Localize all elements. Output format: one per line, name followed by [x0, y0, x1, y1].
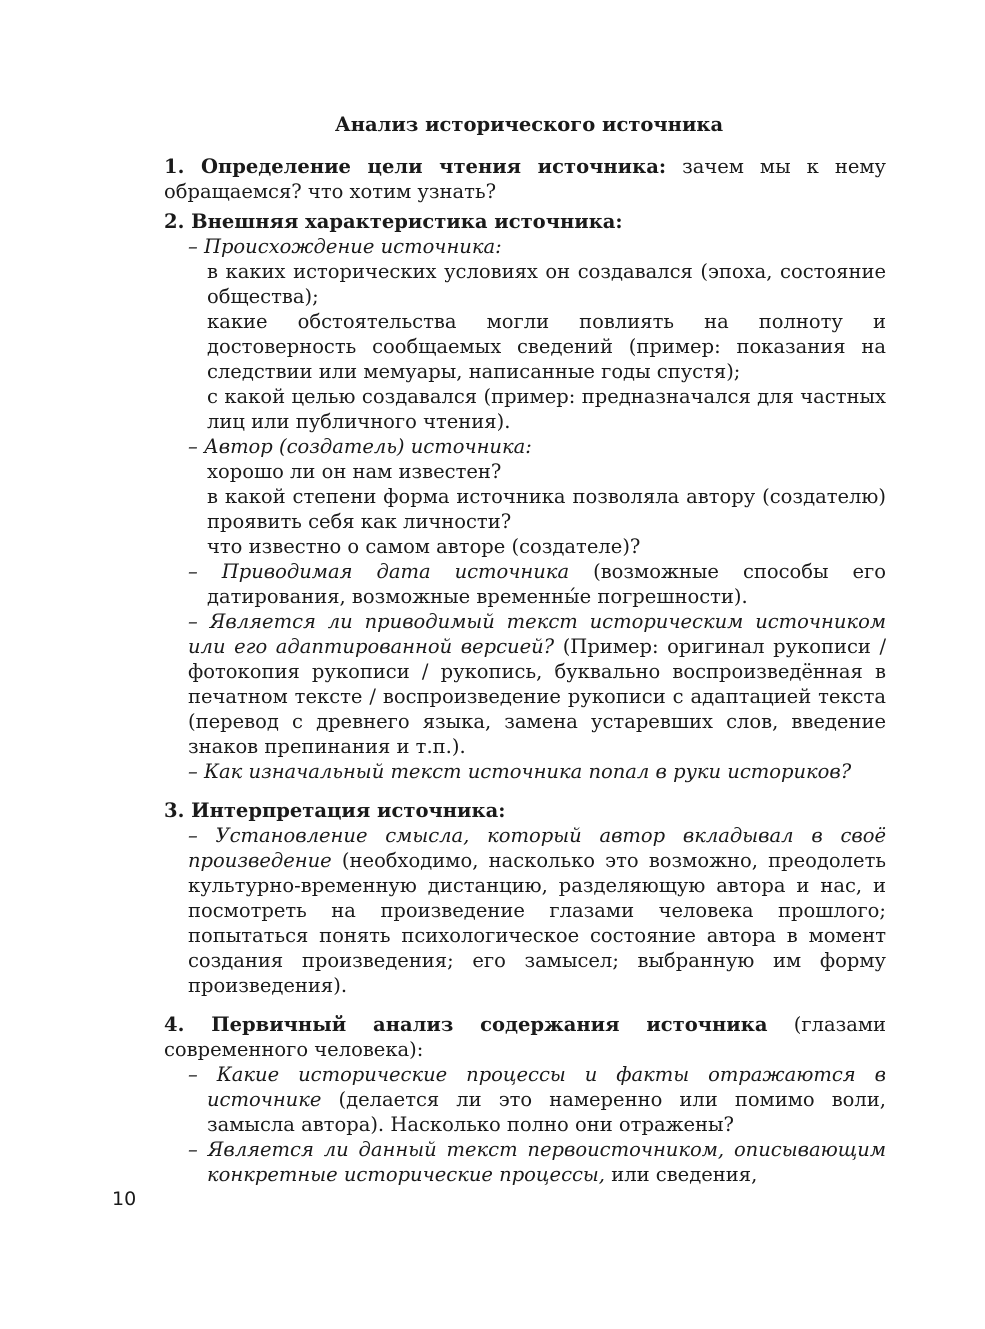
origin-label: – Происхождение источника:	[188, 235, 502, 258]
section-1	[164, 154, 886, 204]
origin-item	[164, 234, 886, 434]
primary-source-text: или сведения,	[611, 1163, 758, 1186]
section-4-heading-tail: (глазами современного человека):	[164, 1013, 886, 1061]
author-question-3: что известно о самом авторе (создателе)?	[207, 535, 641, 558]
date-label: – Приводимая дата источника	[188, 560, 570, 583]
date-item	[164, 559, 886, 609]
page-content	[164, 112, 886, 1201]
section-1-text: зачем мы к нему обращаемся? что хотим узнать?	[164, 155, 887, 203]
date-text: (возможные способы его датирования, возможные временны́е погрешности).	[207, 560, 887, 608]
primary-source-label: – Является ли данный текст первоисточником, описывающим конкретные исторические процессы,	[188, 1138, 886, 1186]
origin-question-2: какие обстоятельства могли повлиять на полноту и достоверность сообщаемых сведений (пример: показания на следствии или мемуары, написанные годы спустя);	[207, 310, 886, 383]
section-2-heading: 2. Внешняя характеристика источника:	[164, 210, 623, 233]
author-question-2: в какой степени форма источника позволяла автору (создателю) проявить себя как личности?	[207, 485, 886, 533]
page-title: Анализ исторического источника	[334, 113, 724, 136]
section-3	[164, 798, 886, 998]
facts-item	[164, 1062, 886, 1137]
version-text: (Пример: оригинал рукописи / фотокопия рукописи / рукопись, буквально воспроизведённая в печатном тексте / воспроизведение рукописи с адаптацией текста (перевод с древнего языка, замена устаревших слов, введение знаков препинания и т.п.).	[188, 635, 887, 758]
provenance-item	[164, 759, 886, 784]
section-2	[164, 209, 886, 784]
interpretation-text: (необходимо, насколько это возможно, преодолеть культурно-временную дистанцию, разделяющую автора и нас, и посмотреть на произведение глазами человека прошлого; попытаться понять психологическое состояние автора в момент создания произведения; его замысел; выбранную им форму произведения).	[188, 849, 886, 997]
section-1-paragraph	[164, 154, 886, 204]
version-item	[164, 609, 886, 759]
primary-source-item	[164, 1137, 886, 1187]
origin-question-3: с какой целью создавался (пример: предназначался для частных лиц или публичного чтения).	[207, 385, 886, 433]
interpretation-item	[164, 823, 886, 998]
section-4-heading: 4. Первичный анализ содержания источника	[164, 1013, 768, 1036]
provenance-label: – Как изначальный текст источника попал в руки историков?	[188, 760, 852, 783]
origin-question-1: в каких исторических условиях он создавался (эпоха, состояние общества);	[207, 260, 886, 308]
section-4-heading-paragraph	[164, 1012, 886, 1062]
author-question-1: хорошо ли он нам известен?	[207, 460, 502, 483]
page-number: 10	[112, 1188, 137, 1210]
author-label: – Автор (создатель) источника:	[188, 435, 532, 458]
author-item	[164, 434, 886, 559]
section-4	[164, 1012, 886, 1187]
interpretation-label: – Установление смысла, который автор вкладывал в своё произведение	[188, 824, 886, 872]
version-label: – Является ли приводимый текст историческим источником или его адаптированной версией?	[188, 610, 886, 658]
facts-text: (делается ли это намеренно или помимо воли, замысла автора). Насколько полно они отражены?	[207, 1088, 886, 1136]
section-3-heading: 3. Интерпретация источника:	[164, 799, 506, 822]
facts-label: – Какие исторические процессы и факты отражаются в источнике	[188, 1063, 886, 1111]
section-1-heading: 1. Определение цели чтения источника:	[164, 155, 667, 178]
